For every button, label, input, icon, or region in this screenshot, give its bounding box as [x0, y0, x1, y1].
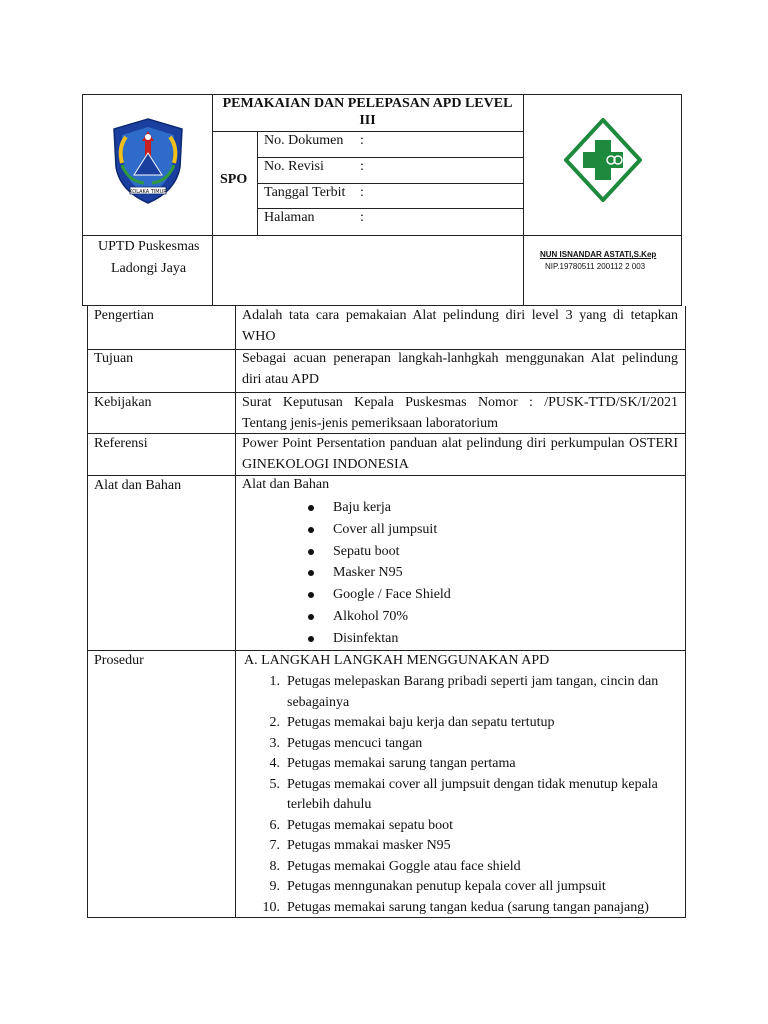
- step-text: Petugas memakai sarung tangan kedua (sarung tangan panajang): [287, 899, 649, 915]
- signer-name: NUN ISNANDAR ASTATI,S.Kep: [540, 250, 657, 259]
- list-item: Google / Face Shield: [308, 584, 451, 606]
- prosedur-steps: [260, 672, 682, 918]
- step-number: 9.: [269, 879, 280, 894]
- unit-name-line1: UPTD Puskesmas: [98, 239, 200, 254]
- label-pengertian: Pengertian: [94, 308, 154, 323]
- step-number: 1.: [269, 674, 280, 689]
- step-text: Petugas melepaskan Barang pribadi seperti jam tangan, cincin dan sebagainya: [287, 674, 659, 710]
- field-label-halaman: Halaman: [264, 210, 315, 225]
- step-number: 10.: [262, 899, 280, 915]
- list-item: Baju kerja: [308, 497, 451, 519]
- step-text: Petugas mencuci tangan: [287, 735, 423, 751]
- step-item: [260, 775, 682, 816]
- step-number: 3.: [269, 735, 280, 751]
- step-item: [260, 672, 682, 713]
- list-item: Cover all jumpsuit: [308, 519, 451, 541]
- spo-label: SPO: [220, 172, 248, 187]
- step-number: 7.: [269, 838, 280, 853]
- field-sep-revisi: :: [360, 159, 364, 174]
- signer-nip: NIP.19780511 200112 2 003: [545, 262, 646, 271]
- step-item: [260, 898, 682, 919]
- prosedur-heading: A. LANGKAH LANGKAH MENGGUNAKAN APD: [244, 653, 550, 668]
- label-tujuan: Tujuan: [94, 351, 134, 366]
- text-referensi: Power Point Persentation panduan alat pelindung diri perkumpulan OSTERI GINEKOLOGI INDONESIA: [242, 436, 678, 472]
- text-kebijakan: Surat Keputusan Kepala Puskesmas Nomor : /PUSK-TTD/SK/I/2021 Tentang jenis-jenis pemeriksaan laboratorium: [242, 395, 678, 431]
- step-number: 8.: [269, 858, 280, 874]
- alat-list: [308, 497, 451, 650]
- text-tujuan: Sebagai acuan penerapan langkah-lanhgkah menggunakan Alat pelindung diri atau APD: [242, 351, 678, 387]
- step-number: 4.: [269, 756, 280, 771]
- list-item: Sepatu boot: [308, 541, 451, 563]
- list-item: Masker N95: [308, 562, 451, 584]
- label-prosedur: Prosedur: [94, 653, 144, 668]
- step-item: [260, 734, 682, 755]
- step-text: Petugas memakai cover all jumpsuit dengan tidak menutup kepala terlebih dahulu: [287, 776, 658, 812]
- label-kebijakan: Kebijakan: [94, 395, 152, 410]
- step-text: Petugas memakai sarung tangan pertama: [287, 756, 516, 771]
- step-item: [260, 754, 682, 775]
- field-sep-tanggal: :: [360, 185, 364, 200]
- label-alat-bahan: Alat dan Bahan: [94, 478, 182, 493]
- field-label-revisi: No. Revisi: [264, 159, 324, 174]
- district-emblem-logo: [108, 117, 188, 207]
- step-text: Petugas menngunakan penutup kepala cover all jumpsuit: [287, 879, 606, 894]
- field-sep-dokumen: :: [360, 133, 364, 148]
- step-number: 6.: [269, 817, 280, 833]
- field-sep-halaman: :: [360, 210, 364, 225]
- step-item: [260, 816, 682, 837]
- alat-heading: Alat dan Bahan: [242, 477, 330, 492]
- step-text: Petugas memakai baju kerja dan sepatu tertutup: [287, 715, 555, 730]
- step-item: [260, 713, 682, 734]
- list-item: Alkohol 70%: [308, 606, 451, 628]
- field-label-tanggal: Tanggal Terbit: [264, 185, 346, 200]
- svg-text:KOLAKA TIMUR: KOLAKA TIMUR: [129, 189, 167, 195]
- field-label-dokumen: No. Dokumen: [264, 133, 344, 148]
- label-referensi: Referensi: [94, 436, 148, 451]
- step-item: [260, 836, 682, 857]
- step-item: [260, 877, 682, 898]
- step-text: Petugas memakai sepatu boot: [287, 817, 454, 833]
- document-title: PEMAKAIAN DAN PELEPASAN APD LEVEL III: [222, 96, 513, 128]
- puskesmas-logo: [564, 118, 642, 202]
- step-text: Petugas mmakai masker N95: [287, 838, 451, 853]
- list-item: Disinfektan: [308, 628, 451, 650]
- text-pengertian: Adalah tata cara pemakaian Alat pelindung diri level 3 yang di tetapkan WHO: [242, 308, 678, 344]
- step-text: Petugas memakai Goggle atau face shield: [287, 858, 521, 874]
- step-item: [260, 857, 682, 878]
- unit-name-line2: Ladongi Jaya: [111, 261, 187, 276]
- step-number: 5.: [269, 776, 280, 792]
- step-number: 2.: [269, 715, 280, 730]
